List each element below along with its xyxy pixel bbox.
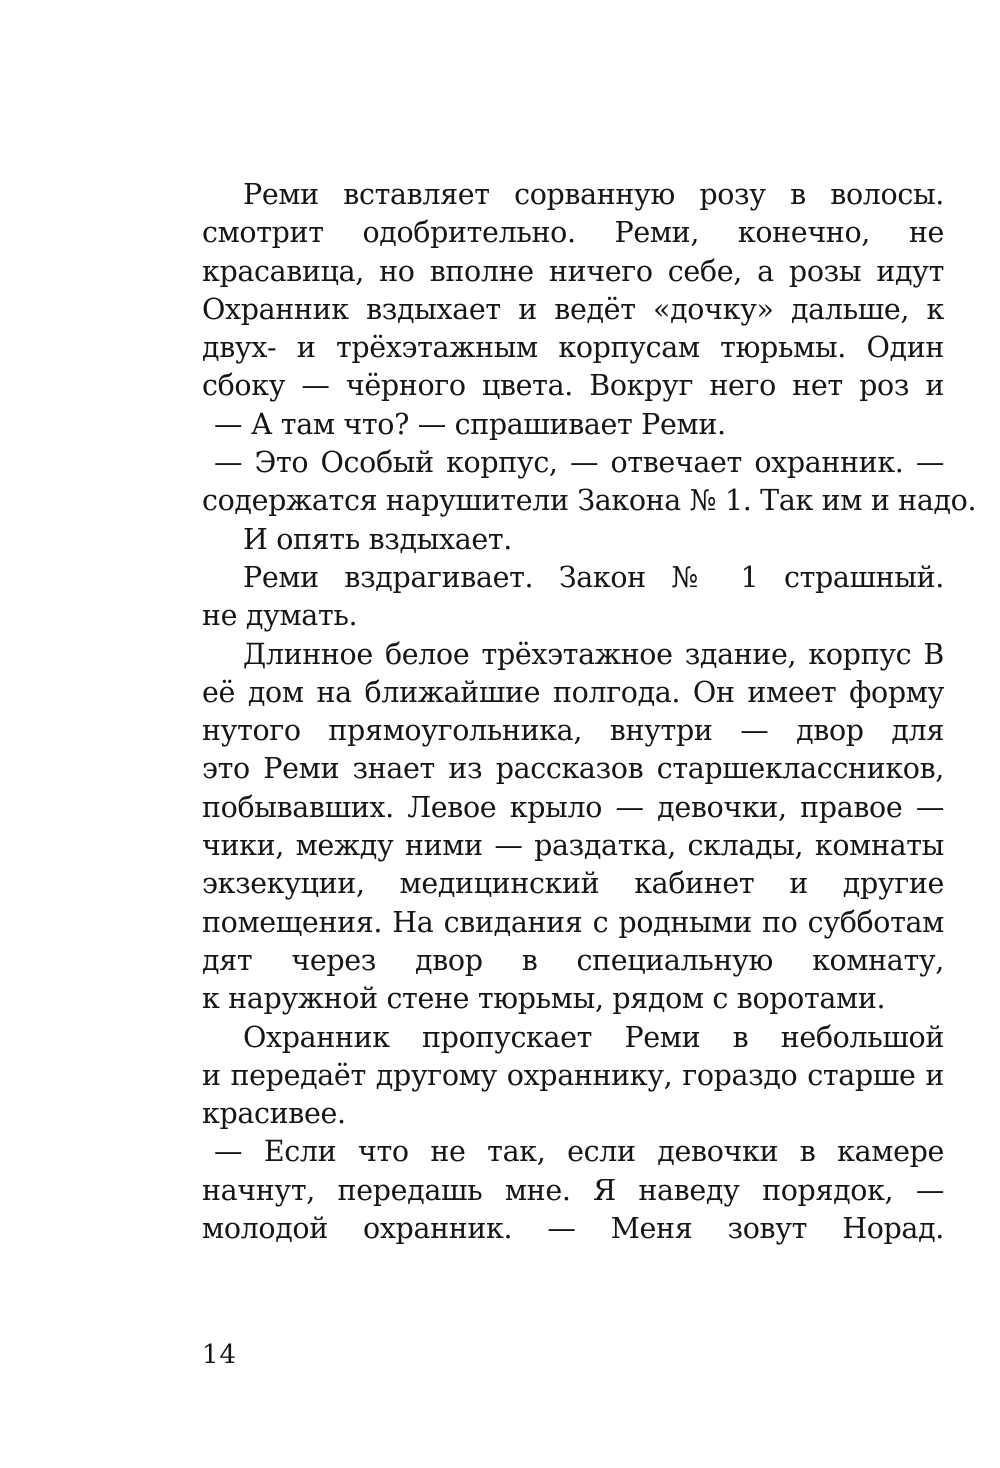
text-line: Реми вздрагивает. Закон № 1 страшный. <box>243 560 944 594</box>
text-line: её дом на ближайшие полгода. Он имеет форму <box>202 675 944 709</box>
dialogue-line: — Если что не так, если девочки в камере <box>214 1135 944 1169</box>
text-line: Длинное белое трёхэтажное здание, корпус В <box>243 637 944 671</box>
text-line: сбоку — чёрного цвета. Вокруг него нет роз и <box>202 369 944 403</box>
text-line: смотрит одобрительно. Реми, конечно, не <box>202 216 944 250</box>
text-line: молодой охранник. — Меня зовут Норад. <box>202 1212 944 1246</box>
text-line: Охранник пропускает Реми в небольшой <box>243 1020 944 1054</box>
text-line: нутого прямоугольника, внутри — двор для <box>202 714 944 748</box>
text-line: красавица, но вполне ничего себе, а розы идут <box>202 254 944 288</box>
text-line: дят через двор в специальную комнату, <box>202 943 944 977</box>
text-line: помещения. На свидания с родными по субботам <box>202 905 944 939</box>
text-line: побывавших. Левое крыло — девочки, правое — <box>202 790 944 824</box>
text-line: Реми вставляет сорванную розу в волосы. <box>243 178 944 211</box>
text-line: Охранник вздыхает и ведёт «дочку» дальше, к <box>202 292 944 326</box>
text-line: и передаёт другому охраннику, гораздо старше и <box>202 1058 944 1092</box>
text-line: И опять вздыхает. <box>243 522 513 556</box>
dialogue-line: — Это Особый корпус, — отвечает охранник. — <box>214 446 944 480</box>
text-line: экзекуции, медицинский кабинет и другие <box>202 867 944 901</box>
text-line: это Реми знает из рассказов старшеклассников, <box>202 752 944 786</box>
text-line: не думать. <box>202 599 358 633</box>
dialogue-line: — А там что? — спрашивает Реми. <box>214 407 726 441</box>
text-line: чики, между ними — раздатка, склады, комнаты <box>202 829 944 863</box>
text-line: начнут, передашь мне. Я наведу порядок, — <box>202 1173 944 1207</box>
text-line: красивее. <box>202 1097 346 1131</box>
text-line: содержатся нарушители Закона № 1. Так им и надо. <box>202 484 977 518</box>
text-line: двух- и трёхэтажным корпусам тюрьмы. Один <box>202 331 944 365</box>
text-line: к наружной стене тюрьмы, рядом с воротами. <box>202 982 886 1016</box>
body-text <box>202 176 977 1248</box>
page-number: 14 <box>202 1340 238 1370</box>
